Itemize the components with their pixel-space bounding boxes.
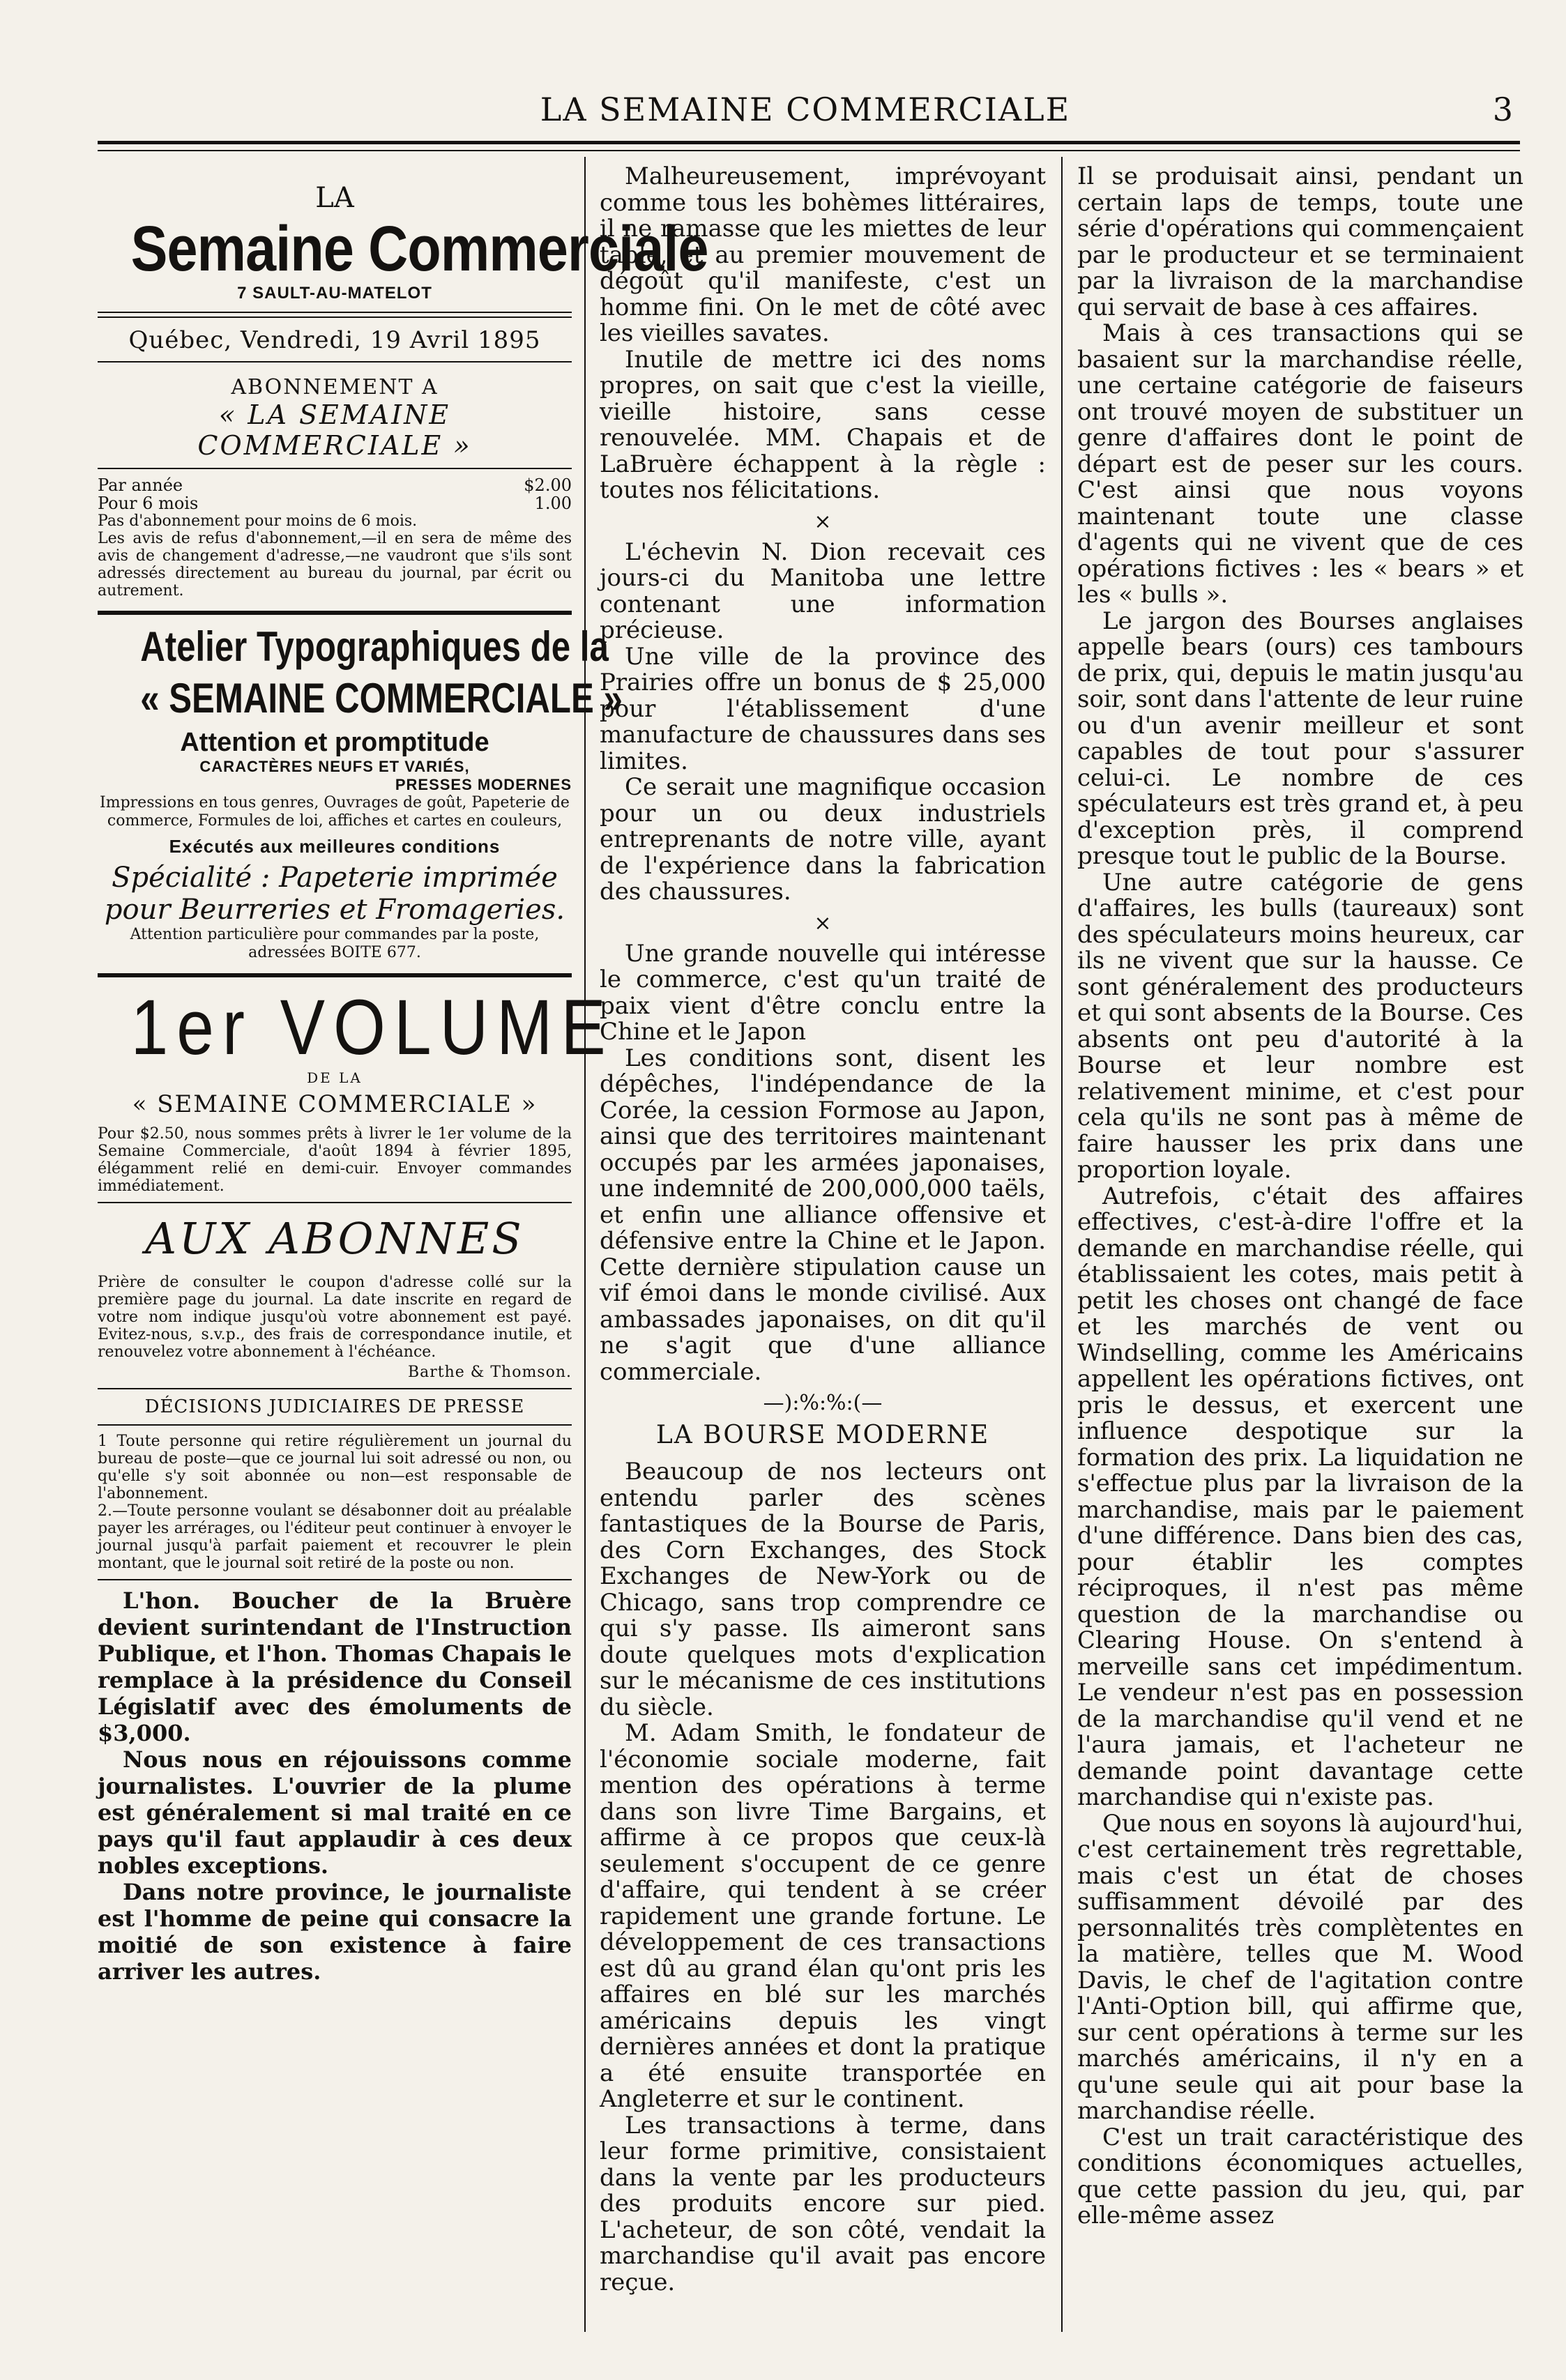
- aux-abonnes-signature: Barthe & Thomson.: [407, 1364, 572, 1381]
- running-head: [98, 91, 1513, 146]
- atelier-exec: Exécutés aux meilleures conditions: [169, 836, 501, 857]
- article-paragraph: Une autre catégorie de gens d'affaires, les bulls (taureaux) sont des spéculateurs moins heureux, car ils ne vivent que sur la hausse. Ce sont généralement des producteurs et qui sont absents de la Bourse. Ces absents ont peu d'autorité à la Bourse et leur nombre est relativement minime, et c'est pour cela qu'ils ne sont pas à même de faire hausser les prix dans une proportion loyale.: [1077, 868, 1523, 1184]
- atelier-title: « SEMAINE COMMERCIALE »: [140, 675, 623, 722]
- rate-price: 1.00: [534, 494, 572, 513]
- atelier-desc: Impressions en tous genres, Ouvrages de goût, Papeterie de commerce, Formules de loi, affiches et cartes en couleurs,: [100, 794, 570, 830]
- atelier-title: Atelier Typographiques de la: [140, 623, 609, 670]
- article-paragraph: Les transactions à terme, dans leur forme primitive, consistaient dans la vente par les producteurs des produits encore sur pied. L'acheteur, de son côté, vendait la marchandise qu'il avait pas encore reçue.: [600, 2111, 1046, 2296]
- article-paragraph: Beaucoup de nos lecteurs ont entendu parler des scènes fantastiques de la Bourse de Paris, des Corn Exchanges, des Stock Exchanges de New-York ou de Chicago, sans trop comprendre ce qui s'y passe. Ils aimeront sans doute quelques mots d'explication sur le mécanisme de ces institutions du siècle.: [600, 1458, 1046, 1721]
- subscription-title: « LA SEMAINE COMMERCIALE »: [197, 399, 472, 461]
- divider: [98, 1202, 572, 1203]
- news-paragraph: L'hon. Boucher de la Bruère devient surintendant de l'Instruction Publique, et l'hon. Thomas Chapais le remplace à la présidence du Conseil Législatif avec des émoluments de $3,000.: [98, 1587, 572, 1746]
- head-rule: [98, 141, 1520, 151]
- rate-row: [98, 476, 572, 494]
- column-rule: [1061, 157, 1063, 2332]
- article-paragraph: M. Adam Smith, le fondateur de l'économie sociale moderne, fait mention des opérations à terme dans son livre Time Bargains, et affirme à ce propos que ceux-là seulement s'occupent de ce genre d'affaire, qui tendent à se créer rapidement une grande fortune. Le développement de ces transactions est dû au grand élan qu'ont pris les affaires en blé sur les marchés américains depuis les vingt dernières années et dont la pratique a été ensuite transportée en Angleterre et sur le continent.: [600, 1719, 1046, 2113]
- column-left: [98, 164, 708, 2339]
- subscription-rates: [98, 476, 572, 512]
- article-paragraph: Que nous en soyons là aujourd'hui, c'est certainement très regrettable, mais c'est un état de choses suffisamment dévoilé par des personnalités très complètentes en la matière, telles que M. Wood Davis, le chef de l'agitation contre l'Anti-Option bill, qui affirme que, sur cent opérations à terme sur les marchés américains, il n'y en a qu'une seule qui ait pour base la marchandise réelle.: [1077, 1809, 1523, 2125]
- article-paragraph: C'est un trait caractéristique des conditions économiques actuelles, que cette passion du jeu, qui, par elle-même assez: [1077, 2123, 1523, 2229]
- decisions-item: 2.—Toute personne voulant se désabonner doit au préalable payer les arrérages, ou l'éditeur peut continuer à envoyer le journal jusqu'à parfait paiement et recouvrer le plein montant, que le journal soit retiré de la poste ou non.: [98, 1502, 572, 1572]
- rate-price: $2.00: [524, 475, 572, 495]
- volume-title: 1er VOLUME: [130, 984, 614, 1071]
- separator: ×: [814, 509, 832, 534]
- rate-label: Pour 6 mois: [98, 494, 199, 513]
- decisions-item: 1 Toute personne qui retire régulièrement un journal du bureau de poste—que ce journal lui soit adressé ou non, ou qu'elle s'y soit abonnée ou non—est responsable de l'abonnement.: [98, 1433, 572, 1502]
- dateline: Québec, Vendredi, 19 Avril 1895: [128, 326, 541, 354]
- separator: ×: [814, 910, 832, 936]
- volume-subtitle: « SEMAINE COMMERCIALE »: [132, 1090, 538, 1118]
- masthead-la: LA: [315, 182, 354, 214]
- divider: [98, 611, 572, 619]
- divider: [98, 468, 572, 469]
- column-rule: [584, 157, 586, 2332]
- divider: [98, 361, 572, 363]
- article-paragraph: Une ville de la province des Prairies offre un bonus de $ 25,000 pour l'établissement d'une manufacture de chaussures dans ses limites.: [600, 642, 1046, 775]
- page-number: 3: [1492, 91, 1513, 128]
- aux-abonnes-text: Prière de consulter le coupon d'adresse collé sur la première page du journal. La date inscrite en regard de votre nom indique jusqu'où votre abonnement est payé. Evitez-nous, s.v.p., des frais de correspondance inutile, et renouvelez votre abonnement à l'échéance.: [98, 1274, 572, 1361]
- article-paragraph: Inutile de mettre ici des noms propres, on sait que c'est la vieille, vieille histoire, sans cesse renouvelée. MM. Chapais et de LaBruère échappent à la règle : toutes nos félicitations.: [600, 345, 1046, 504]
- divider: [98, 1579, 572, 1580]
- masthead-title: Semaine Commerciale: [130, 213, 708, 284]
- article-paragraph: Ce serait une magnifique occasion pour un ou deux industriels entreprenants de notre ville, ayant de l'expérience dans la fabrication des chaussures.: [600, 773, 1046, 906]
- subscription-note: Les avis de refus d'abonnement,—il en sera de même des avis de changement d'adresse,—ne vaudront que s'ils sont adressés directement au bureau du journal, par écrit ou autrement.: [98, 530, 572, 600]
- article-paragraph: Autrefois, c'était des affaires effectives, c'est-à-dire l'offre et la demande en marchandise réelle, qui établissaient les cotes, mais petit à petit les choses ont changé de face et les marchés de vent ou Windselling, comme les Américains appellent les opérations fictives, ont pris le dessus, et exercent une influence despotique sur la formation des prix. La liquidation ne s'effectue plus par la livraison de la marchandise, mais par le paiement d'une différence. Dans bien des cas, pour établir les comptes réciproques, il n'est pas même question de la marchandise ou Clearing House. On s'entend à merveille sans cet impédimentum. Le vendeur n'est pas en possession de la marchandise qu'il vend et ne l'aura jamais, et l'acheteur ne demande point davantage cette marchandise qui n'existe pas.: [1077, 1182, 1523, 1811]
- atelier-line: PRESSES MODERNES: [395, 776, 572, 793]
- masthead-address: 7 SAULT-AU-MATELOT: [237, 284, 432, 303]
- section-title: LA BOURSE MODERNE: [655, 1421, 990, 1449]
- divider: [98, 312, 572, 318]
- article-paragraph: Une grande nouvelle qui intéresse le commerce, c'est qu'un traité de paix vient d'être conclu entre la Chine et le Japon: [600, 939, 1046, 1046]
- rate-row: [98, 494, 572, 512]
- divider: [98, 1424, 572, 1426]
- volume-de-la: DE LA: [307, 1069, 363, 1086]
- article-paragraph: Mais à ces transactions qui se basaient sur la marchandise réelle, une certaine catégorie de faiseurs ont trouvé moyen de substituer un genre d'affaires dont le point de départ est de peser sur les cours. C'est ainsi que nous voyons maintenant toute une classe d'agents qui ne vivent que de ces opérations fictives : les « bears » et les « bulls ».: [1077, 319, 1523, 609]
- divider: [98, 973, 572, 982]
- decisions-title: DÉCISIONS JUDICIAIRES DE PRESSE: [144, 1396, 525, 1417]
- rate-label: Par année: [98, 475, 183, 495]
- news-paragraph: Dans notre province, le journaliste est l'homme de peine qui consacre la moitié de son existence à faire arriver les autres.: [98, 1879, 572, 1985]
- news-paragraph: Nous nous en réjouissons comme journalistes. L'ouvrier de la plume est généralement si mal traité en ce pays qu'il faut applaudir à ces deux nobles exceptions.: [98, 1746, 572, 1879]
- article-paragraph: Malheureusement, imprévoyant comme tous les bohèmes littéraires, il ne ramasse que les miettes de leur table, et au premier mouvement de dégoût qu'il manifeste, c'est un homme fini. On le met de côté avec les vieilles savates.: [600, 162, 1046, 347]
- atelier-attention: Attention particulière pour commandes par la poste, adressées BOITE 677.: [130, 926, 540, 961]
- column-right: [1077, 164, 1523, 2339]
- article-paragraph: L'échevin N. Dion recevait ces jours-ci du Manitoba une lettre contenant une information précieuse.: [600, 537, 1046, 644]
- atelier-special: Spécialité : Papeterie imprimée: [112, 862, 558, 894]
- column-middle: [600, 164, 1046, 2339]
- volume-desc: Pour $2.50, nous sommes prêts à livrer le 1er volume de la Semaine Commerciale, d'août 1894 à février 1895, élégamment relié en demi-cuir. Envoyer commandes immédiatement.: [98, 1125, 572, 1195]
- ornament: —):%:%:(—: [763, 1391, 883, 1415]
- aux-abonnes-title: AUX ABONNES: [145, 1213, 524, 1264]
- atelier-special: pour Beurreries et Fromageries.: [104, 894, 565, 926]
- divider: [98, 1388, 572, 1389]
- subscription-note: Pas d'abonnement pour moins de 6 mois.: [98, 512, 418, 530]
- article-paragraph: Il se produisait ainsi, pendant un certain laps de temps, toute une série d'opérations qui commençaient par le producteur et se terminaient par la livraison de la marchandise qui servait de base à ces affaires.: [1077, 162, 1523, 321]
- article-paragraph: Les conditions sont, disent les dépêches, l'indépendance de la Corée, la cession Formose au Japon, ainsi que des territoires maintenant occupés par les armées japonaises, une indemnité de 200,000,000 taëls, et enfin une alliance offensive et défensive entre la Chine et le Japon. Cette dernière stipulation cause un vif émoi dans le monde civilisé. Aux ambassades japonaises, on dit qu'il ne s'agit que d'une alliance commerciale.: [600, 1044, 1046, 1386]
- article-paragraph: Le jargon des Bourses anglaises appelle bears (ours) ces tambours de prix, qui, depuis le matin jusqu'au soir, sont dans l'attente de leur ruine ou d'un avenir meilleur et sont capables de tout pour s'assurer celui-ci. Le nombre de ces spéculateurs est très grand et, à peu d'exception près, il comprend presque tout le public de la Bourse.: [1077, 607, 1523, 870]
- subscription-heading: ABONNEMENT A: [231, 375, 439, 399]
- running-title: LA SEMAINE COMMERCIALE: [540, 91, 1071, 128]
- atelier-subtitle: Attention et promptitude: [180, 728, 489, 757]
- atelier-line: CARACTÈRES NEUFS ET VARIÉS,: [199, 758, 470, 775]
